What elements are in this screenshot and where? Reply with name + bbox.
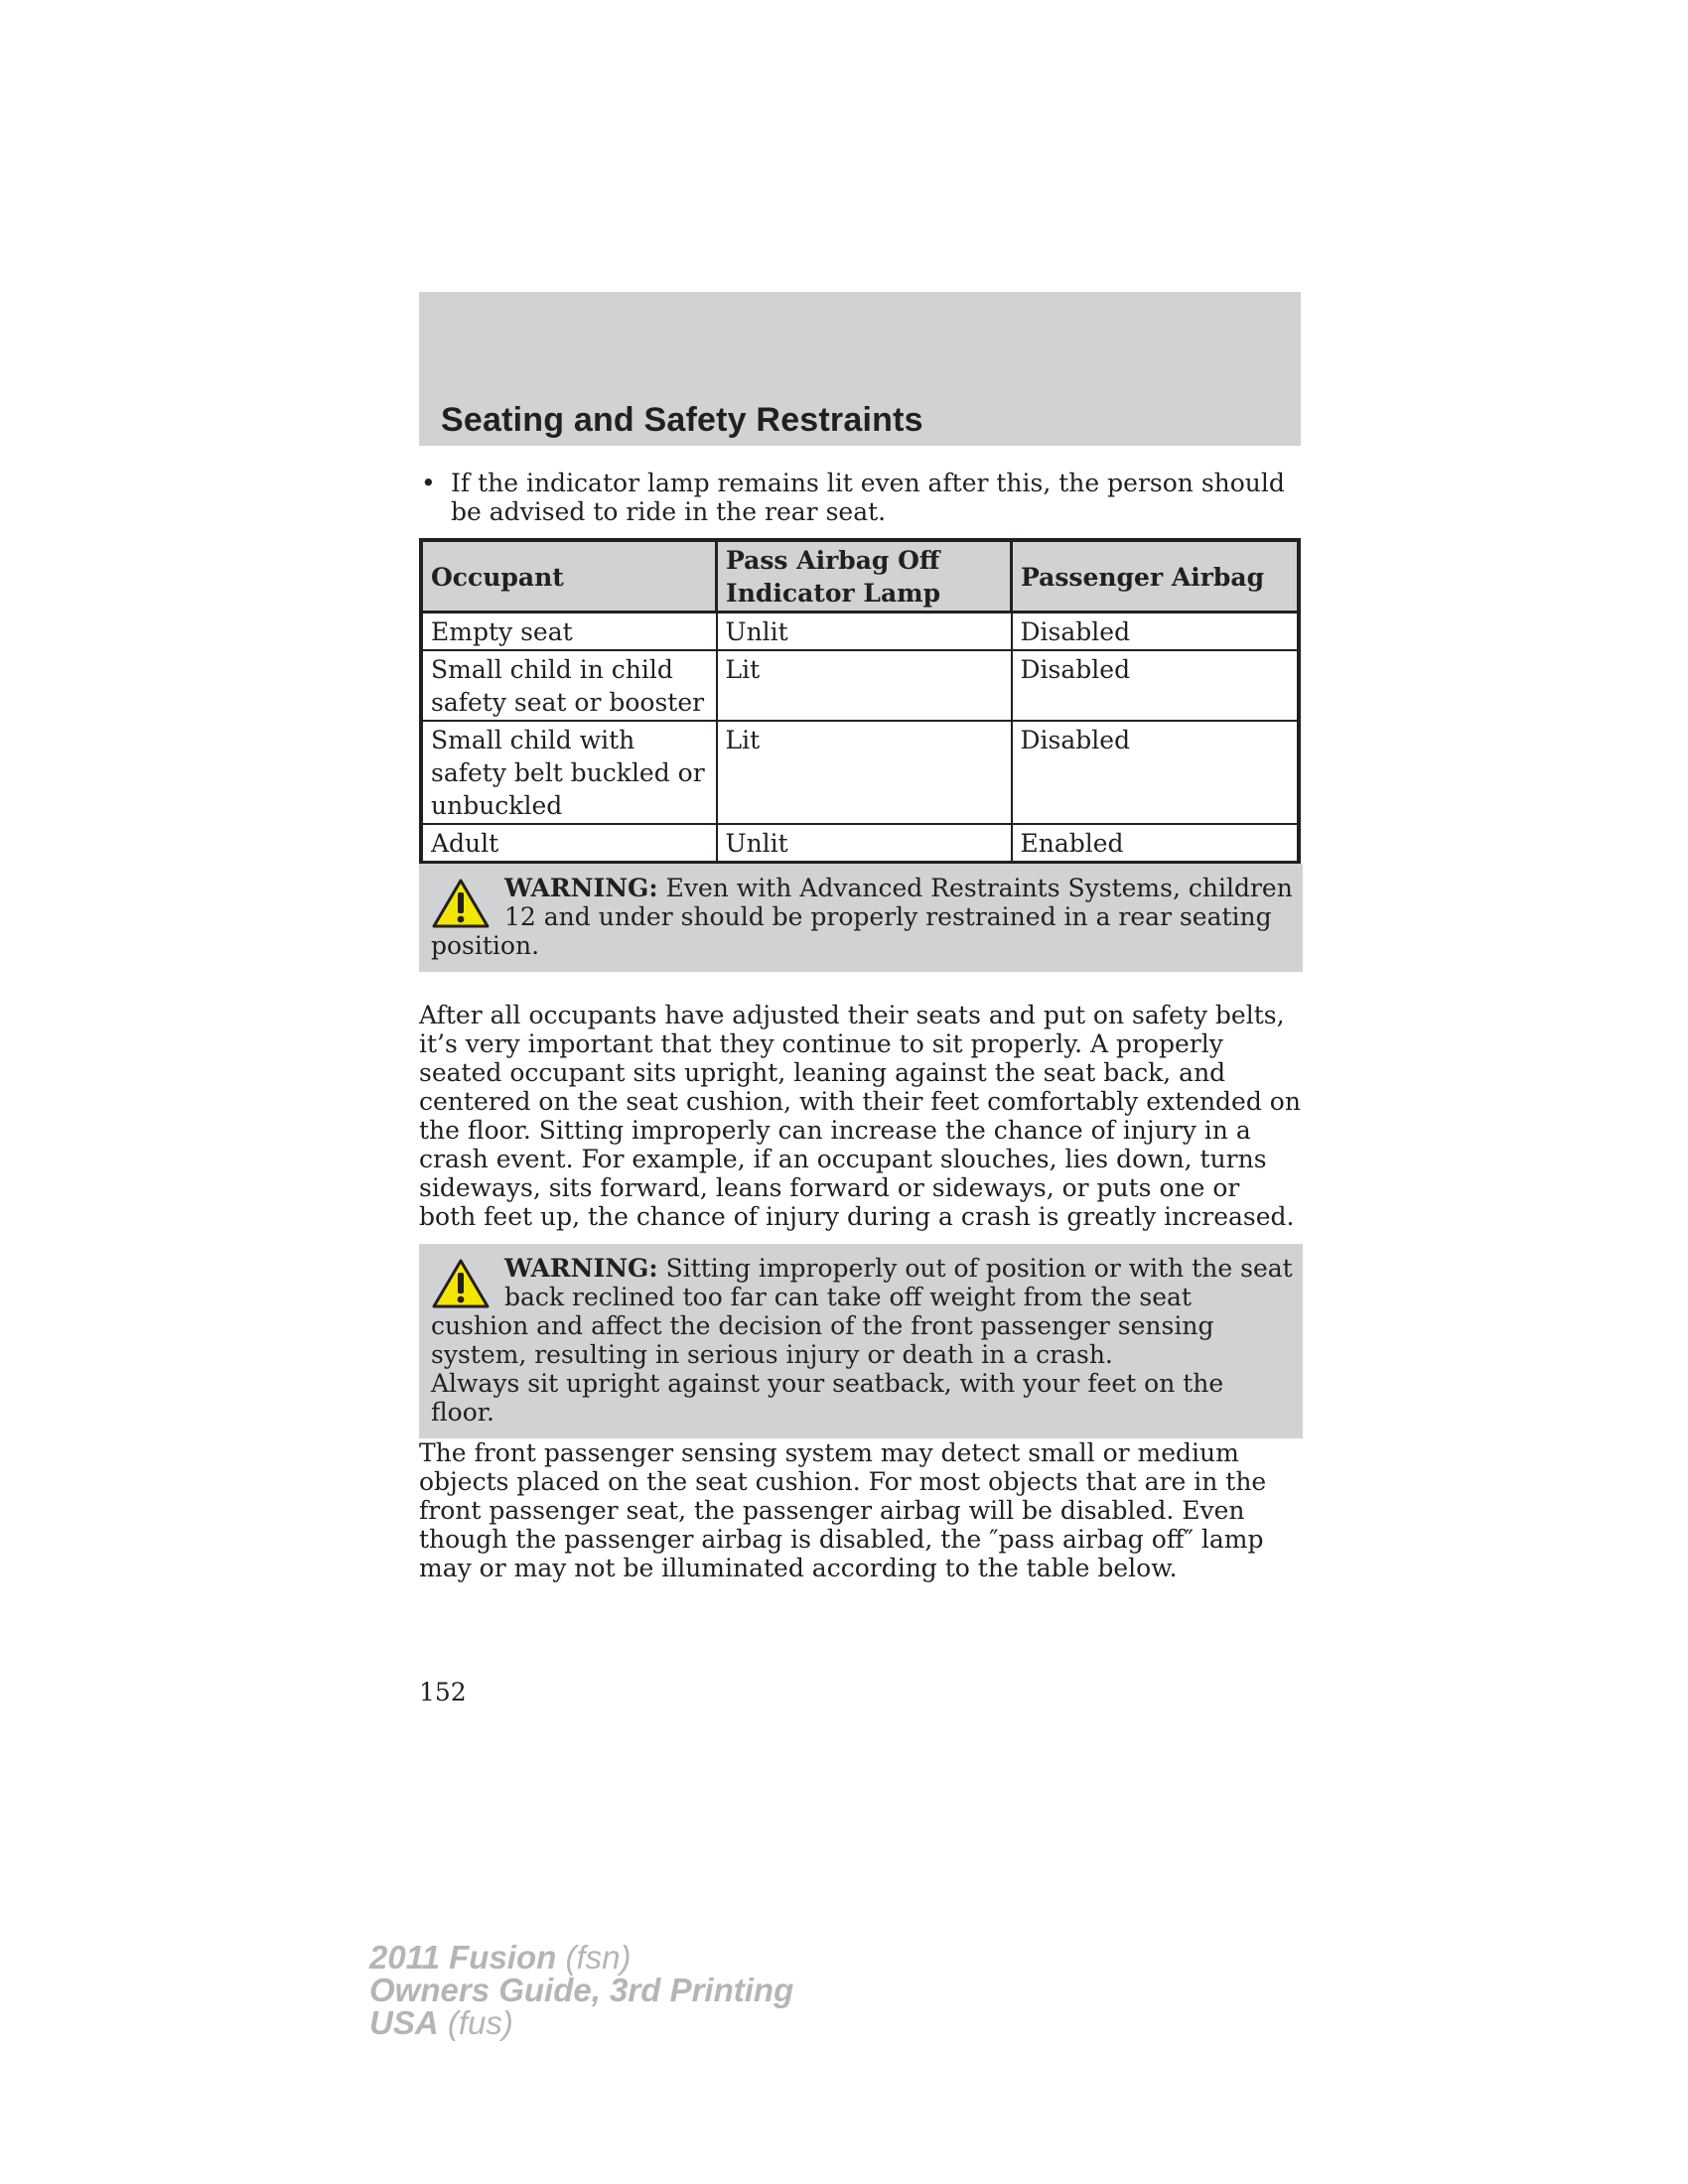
warning-box [419,1244,1303,1438]
table-cell: Adult [421,824,717,863]
table-cell: Lit [717,721,1012,824]
footer-market-code: (fus) [447,2004,513,2041]
table-cell: Disabled [1012,721,1300,824]
warning-box [419,864,1303,972]
print-footer [369,1941,793,2039]
table-header-row [421,540,1299,613]
table-cell: Unlit [717,613,1012,651]
section-title: Seating and Safety Restraints [441,401,923,439]
airbag-status-table [419,538,1301,865]
footer-guide: Owners Guide, 3rd Printing [369,1972,794,2008]
warning-instruction: Always sit upright against your seatback, with your feet on the floor. [431,1369,1224,1427]
section-header-band [419,292,1301,446]
footer-line-market [369,2006,793,2039]
table-row [421,613,1299,651]
table-header-passenger-airbag: Passenger Airbag [1012,540,1300,613]
warning-text: Even with Advanced Restraints Systems, children 12 and under should be properly restrained in a rear seating position. [431,874,1293,960]
bullet-symbol: • [421,469,436,497]
table-cell: Enabled [1012,824,1300,863]
body-paragraph: After all occupants have adjusted their seats and put on safety belts, it’s very important that they continue to sit properly. A properly seated occupant sits upright, leaning against the seat back, and centered on the seat cushion, with their feet comfortably extended on the floor. Sitting improperly can increase the chance of injury in a crash event. For example, if an occupant slouches, lies down, turns sideways, sits forward, leans forward or sideways, or puts one or both feet up, the chance of injury during a crash is greatly increased. [419,1001,1301,1231]
warning-triangle-icon [431,878,491,929]
table-cell: Unlit [717,824,1012,863]
table-header-occupant: Occupant [421,540,717,613]
table-cell: Disabled [1012,650,1300,721]
bullet-text: If the indicator lamp remains lit even after this, the person should be advised to ride in the rear seat. [451,469,1285,526]
footer-line-model [369,1941,793,1974]
table-row [421,721,1299,824]
table-row [421,650,1299,721]
warning-label: WARNING: [504,874,658,902]
warning-label: WARNING: [504,1254,658,1283]
footer-line-guide [369,1974,793,2006]
table-row [421,824,1299,863]
warning-triangle-icon [431,1258,491,1309]
body-paragraph: The front passenger sensing system may detect small or medium objects placed on the seat cushion. For most objects that are in the front passenger seat, the passenger airbag will be disabled. Even though the passenger airbag is disabled, the ″pass airbag off″ lamp may or may not be illuminated according to the table below. [419,1438,1267,1582]
footer-market: USA [369,2004,439,2041]
table-cell: Empty seat [421,613,717,651]
page-number: 152 [419,1678,467,1706]
table-cell: Disabled [1012,613,1300,651]
footer-model: 2011 Fusion [369,1939,557,1976]
footer-model-code: (fsn) [565,1939,632,1976]
table-cell: Lit [717,650,1012,721]
table-header-indicator-lamp: Pass Airbag Off Indicator Lamp [717,540,1012,613]
table-cell: Small child with safety belt buckled or unbuckled [421,721,717,824]
table-cell: Small child in child safety seat or booster [421,650,717,721]
warning-text: Sitting improperly out of position or with the seat back reclined too far can take off weight from the seat cushion and affect the decision of the front passenger sensing system, resulting in serious injury or death in a crash. [431,1254,1293,1369]
bullet-item [421,469,1301,526]
